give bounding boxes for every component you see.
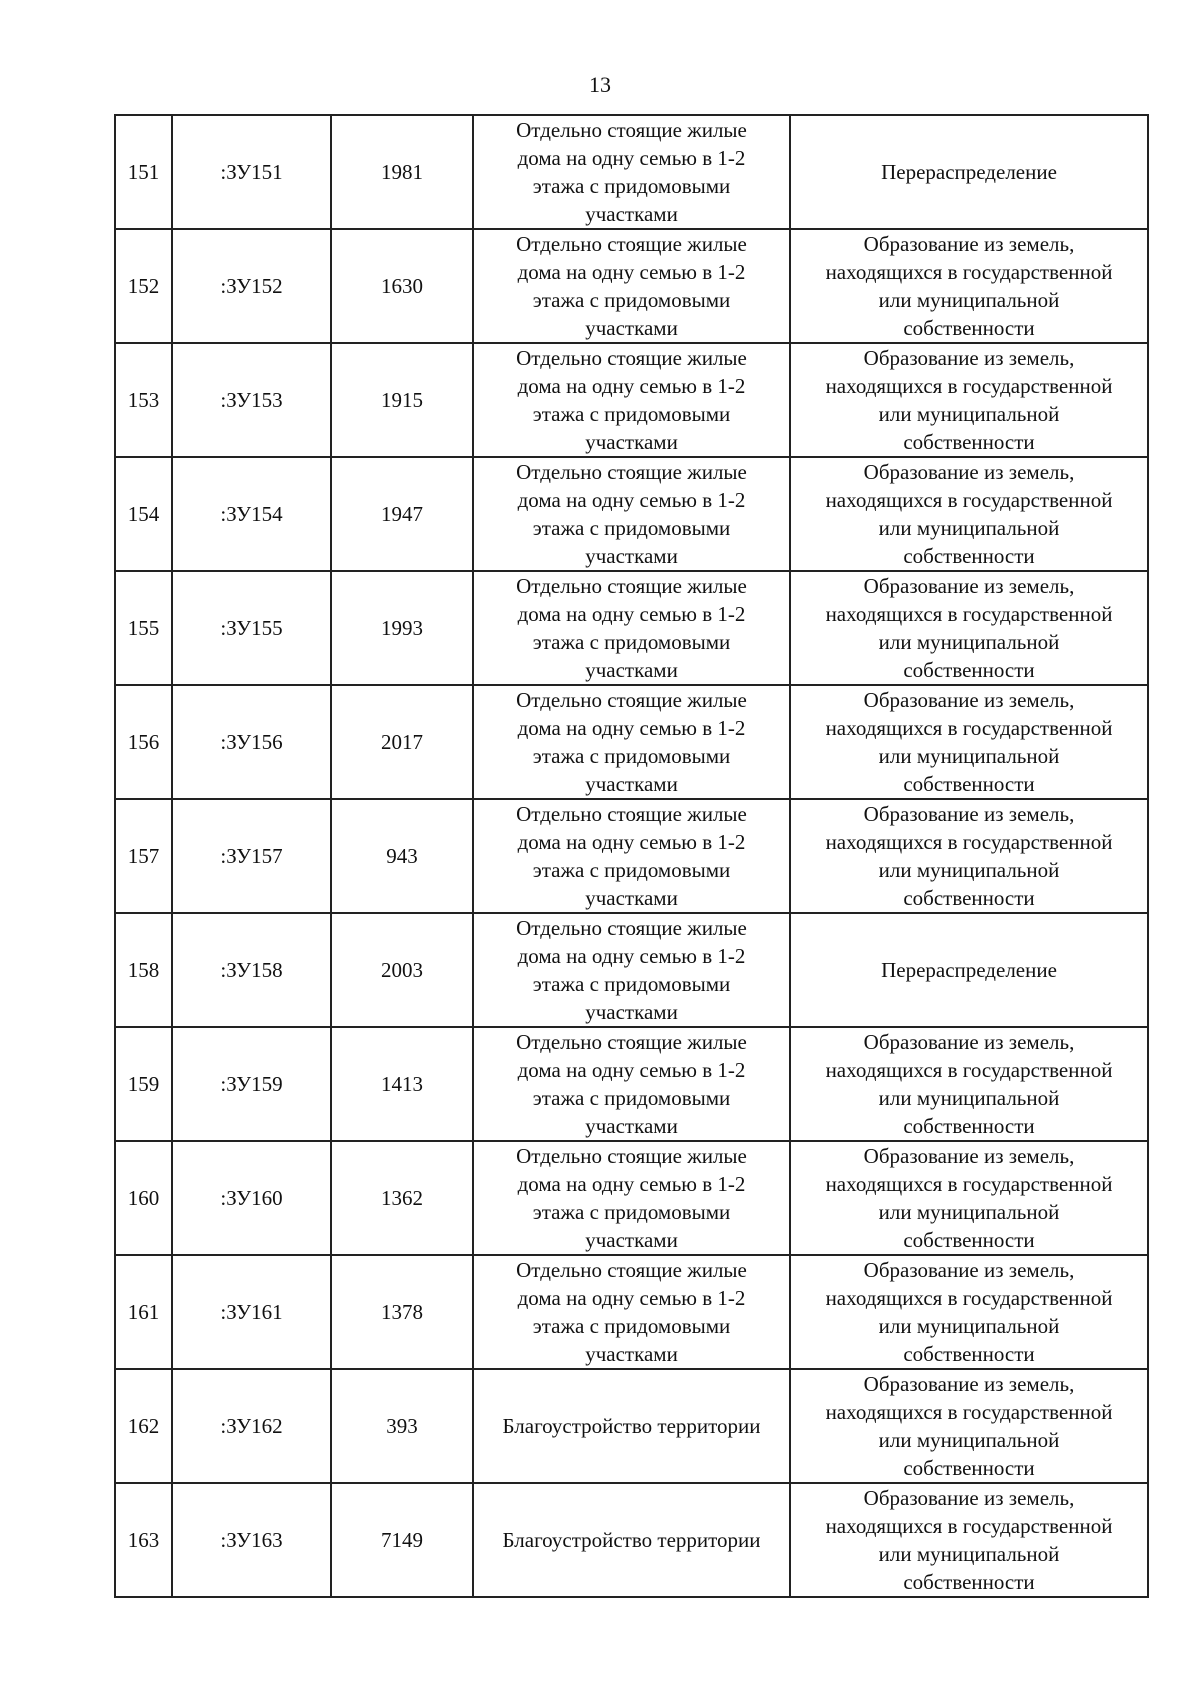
- plot-code-text: :ЗУ162: [220, 1414, 283, 1438]
- row-number-cell: [115, 1027, 172, 1141]
- table-row: [115, 1141, 1148, 1255]
- table-row: [115, 343, 1148, 457]
- plot-code-cell: [172, 685, 331, 799]
- formation-method-text: Образование из земель, находящихся в государственной или муниципальной собственности: [825, 460, 1113, 568]
- row-number-cell: [115, 1483, 172, 1597]
- permitted-use-text: Отдельно стоящие жилые дома на одну семью в 1-2 этажа с придомовыми участками: [516, 346, 747, 454]
- area-cell: [331, 1141, 473, 1255]
- formation-method-text: Образование из земель, находящихся в государственной или муниципальной собственности: [825, 232, 1113, 340]
- table-row: [115, 799, 1148, 913]
- table-row: [115, 115, 1148, 229]
- area-text: 1630: [381, 274, 423, 298]
- permitted-use-text: Благоустройство территории: [502, 1414, 761, 1438]
- permitted-use-cell: [473, 1483, 790, 1597]
- formation-method-cell: [790, 1483, 1148, 1597]
- formation-method-text: Образование из земель, находящихся в государственной или муниципальной собственности: [825, 1144, 1113, 1252]
- area-cell: [331, 1027, 473, 1141]
- permitted-use-cell: [473, 685, 790, 799]
- formation-method-text: Образование из земель, находящихся в государственной или муниципальной собственности: [825, 1258, 1113, 1366]
- table-row: [115, 1483, 1148, 1597]
- row-number-text: 160: [127, 1186, 160, 1210]
- plot-code-text: :ЗУ156: [220, 730, 283, 754]
- area-text: 2017: [381, 730, 423, 754]
- plot-code-cell: [172, 1369, 331, 1483]
- formation-method-text: Образование из земель, находящихся в государственной или муниципальной собственности: [825, 1486, 1113, 1594]
- table-body: [115, 115, 1148, 1597]
- area-text: 1981: [381, 160, 423, 184]
- row-number-text: 153: [127, 388, 160, 412]
- permitted-use-text: Отдельно стоящие жилые дома на одну семью в 1-2 этажа с придомовыми участками: [516, 232, 747, 340]
- formation-method-text: Образование из земель, находящихся в государственной или муниципальной собственности: [825, 688, 1113, 796]
- area-cell: [331, 1483, 473, 1597]
- plot-code-cell: [172, 1027, 331, 1141]
- row-number-cell: [115, 913, 172, 1027]
- area-text: 1915: [381, 388, 423, 412]
- formation-method-cell: [790, 1141, 1148, 1255]
- formation-method-cell: [790, 229, 1148, 343]
- row-number-text: 155: [127, 616, 160, 640]
- plot-code-cell: [172, 229, 331, 343]
- land-plots-table: [114, 114, 1149, 1598]
- permitted-use-text: Отдельно стоящие жилые дома на одну семью в 1-2 этажа с придомовыми участками: [516, 802, 747, 910]
- table-row: [115, 1027, 1148, 1141]
- formation-method-cell: [790, 1255, 1148, 1369]
- plot-code-text: :ЗУ158: [220, 958, 283, 982]
- formation-method-cell: [790, 913, 1148, 1027]
- area-cell: [331, 1369, 473, 1483]
- formation-method-cell: [790, 1369, 1148, 1483]
- formation-method-text: Образование из земель, находящихся в государственной или муниципальной собственности: [825, 574, 1113, 682]
- formation-method-text: Перераспределение: [881, 958, 1057, 982]
- permitted-use-text: Отдельно стоящие жилые дома на одну семью в 1-2 этажа с придомовыми участками: [516, 916, 747, 1024]
- formation-method-cell: [790, 571, 1148, 685]
- area-text: 943: [386, 844, 418, 868]
- row-number-text: 152: [127, 274, 160, 298]
- area-text: 1993: [381, 616, 423, 640]
- permitted-use-text: Отдельно стоящие жилые дома на одну семью в 1-2 этажа с придомовыми участками: [516, 460, 747, 568]
- area-cell: [331, 571, 473, 685]
- permitted-use-cell: [473, 913, 790, 1027]
- formation-method-cell: [790, 343, 1148, 457]
- permitted-use-text: Отдельно стоящие жилые дома на одну семью в 1-2 этажа с придомовыми участками: [516, 688, 747, 796]
- row-number-text: 161: [127, 1300, 160, 1324]
- area-cell: [331, 913, 473, 1027]
- area-text: 1362: [381, 1186, 423, 1210]
- permitted-use-text: Отдельно стоящие жилые дома на одну семью в 1-2 этажа с придомовыми участками: [516, 1030, 747, 1138]
- formation-method-cell: [790, 457, 1148, 571]
- plot-code-text: :ЗУ159: [220, 1072, 283, 1096]
- formation-method-cell: [790, 115, 1148, 229]
- permitted-use-cell: [473, 229, 790, 343]
- table-row: [115, 1255, 1148, 1369]
- area-cell: [331, 115, 473, 229]
- area-cell: [331, 343, 473, 457]
- row-number-cell: [115, 685, 172, 799]
- permitted-use-cell: [473, 343, 790, 457]
- table-row: [115, 229, 1148, 343]
- permitted-use-cell: [473, 571, 790, 685]
- permitted-use-text: Отдельно стоящие жилые дома на одну семью в 1-2 этажа с придомовыми участками: [516, 118, 747, 226]
- formation-method-cell: [790, 685, 1148, 799]
- permitted-use-cell: [473, 1369, 790, 1483]
- plot-code-cell: [172, 1141, 331, 1255]
- permitted-use-cell: [473, 115, 790, 229]
- plot-code-cell: [172, 1483, 331, 1597]
- area-cell: [331, 457, 473, 571]
- plot-code-text: :ЗУ153: [220, 388, 283, 412]
- plot-code-text: :ЗУ163: [220, 1528, 283, 1552]
- row-number-text: 157: [127, 844, 160, 868]
- area-text: 1378: [381, 1300, 423, 1324]
- plot-code-text: :ЗУ157: [220, 844, 283, 868]
- plot-code-text: :ЗУ151: [220, 160, 283, 184]
- table-row: [115, 685, 1148, 799]
- row-number-text: 156: [127, 730, 160, 754]
- formation-method-text: Образование из земель, находящихся в государственной или муниципальной собственности: [825, 346, 1113, 454]
- row-number-cell: [115, 457, 172, 571]
- row-number-text: 163: [127, 1528, 160, 1552]
- plot-code-cell: [172, 457, 331, 571]
- area-cell: [331, 799, 473, 913]
- plot-code-text: :ЗУ154: [220, 502, 283, 526]
- plot-code-text: :ЗУ155: [220, 616, 283, 640]
- row-number-cell: [115, 1255, 172, 1369]
- plot-code-cell: [172, 799, 331, 913]
- formation-method-text: Образование из земель, находящихся в государственной или муниципальной собственности: [825, 802, 1113, 910]
- permitted-use-cell: [473, 1255, 790, 1369]
- row-number-text: 162: [127, 1414, 160, 1438]
- plot-code-cell: [172, 913, 331, 1027]
- row-number-cell: [115, 1369, 172, 1483]
- row-number-cell: [115, 1141, 172, 1255]
- plot-code-text: :ЗУ152: [220, 274, 283, 298]
- permitted-use-text: Отдельно стоящие жилые дома на одну семью в 1-2 этажа с придомовыми участками: [516, 1144, 747, 1252]
- row-number-text: 154: [127, 502, 160, 526]
- page-number: 13: [589, 72, 611, 97]
- permitted-use-text: Отдельно стоящие жилые дома на одну семью в 1-2 этажа с придомовыми участками: [516, 1258, 747, 1366]
- table-row: [115, 1369, 1148, 1483]
- permitted-use-cell: [473, 799, 790, 913]
- row-number-text: 159: [127, 1072, 160, 1096]
- row-number-cell: [115, 115, 172, 229]
- permitted-use-text: Отдельно стоящие жилые дома на одну семью в 1-2 этажа с придомовыми участками: [516, 574, 747, 682]
- row-number-cell: [115, 571, 172, 685]
- table-row: [115, 457, 1148, 571]
- table-row: [115, 571, 1148, 685]
- area-cell: [331, 1255, 473, 1369]
- area-text: 7149: [381, 1528, 423, 1552]
- permitted-use-cell: [473, 1027, 790, 1141]
- plot-code-cell: [172, 343, 331, 457]
- plot-code-text: :ЗУ160: [220, 1186, 283, 1210]
- area-text: 1947: [381, 502, 423, 526]
- area-text: 2003: [381, 958, 423, 982]
- row-number-cell: [115, 343, 172, 457]
- permitted-use-cell: [473, 1141, 790, 1255]
- permitted-use-text: Благоустройство территории: [502, 1528, 761, 1552]
- formation-method-text: Образование из земель, находящихся в государственной или муниципальной собственности: [825, 1372, 1113, 1480]
- row-number-cell: [115, 799, 172, 913]
- row-number-cell: [115, 229, 172, 343]
- formation-method-cell: [790, 799, 1148, 913]
- row-number-text: 158: [127, 958, 160, 982]
- table-row: [115, 913, 1148, 1027]
- area-text: 1413: [381, 1072, 423, 1096]
- formation-method-text: Перераспределение: [881, 160, 1057, 184]
- area-cell: [331, 685, 473, 799]
- plot-code-cell: [172, 115, 331, 229]
- plot-code-cell: [172, 1255, 331, 1369]
- formation-method-text: Образование из земель, находящихся в государственной или муниципальной собственности: [825, 1030, 1113, 1138]
- formation-method-cell: [790, 1027, 1148, 1141]
- permitted-use-cell: [473, 457, 790, 571]
- plot-code-text: :ЗУ161: [220, 1300, 283, 1324]
- plot-code-cell: [172, 571, 331, 685]
- area-text: 393: [386, 1414, 418, 1438]
- row-number-text: 151: [127, 160, 160, 184]
- area-cell: [331, 229, 473, 343]
